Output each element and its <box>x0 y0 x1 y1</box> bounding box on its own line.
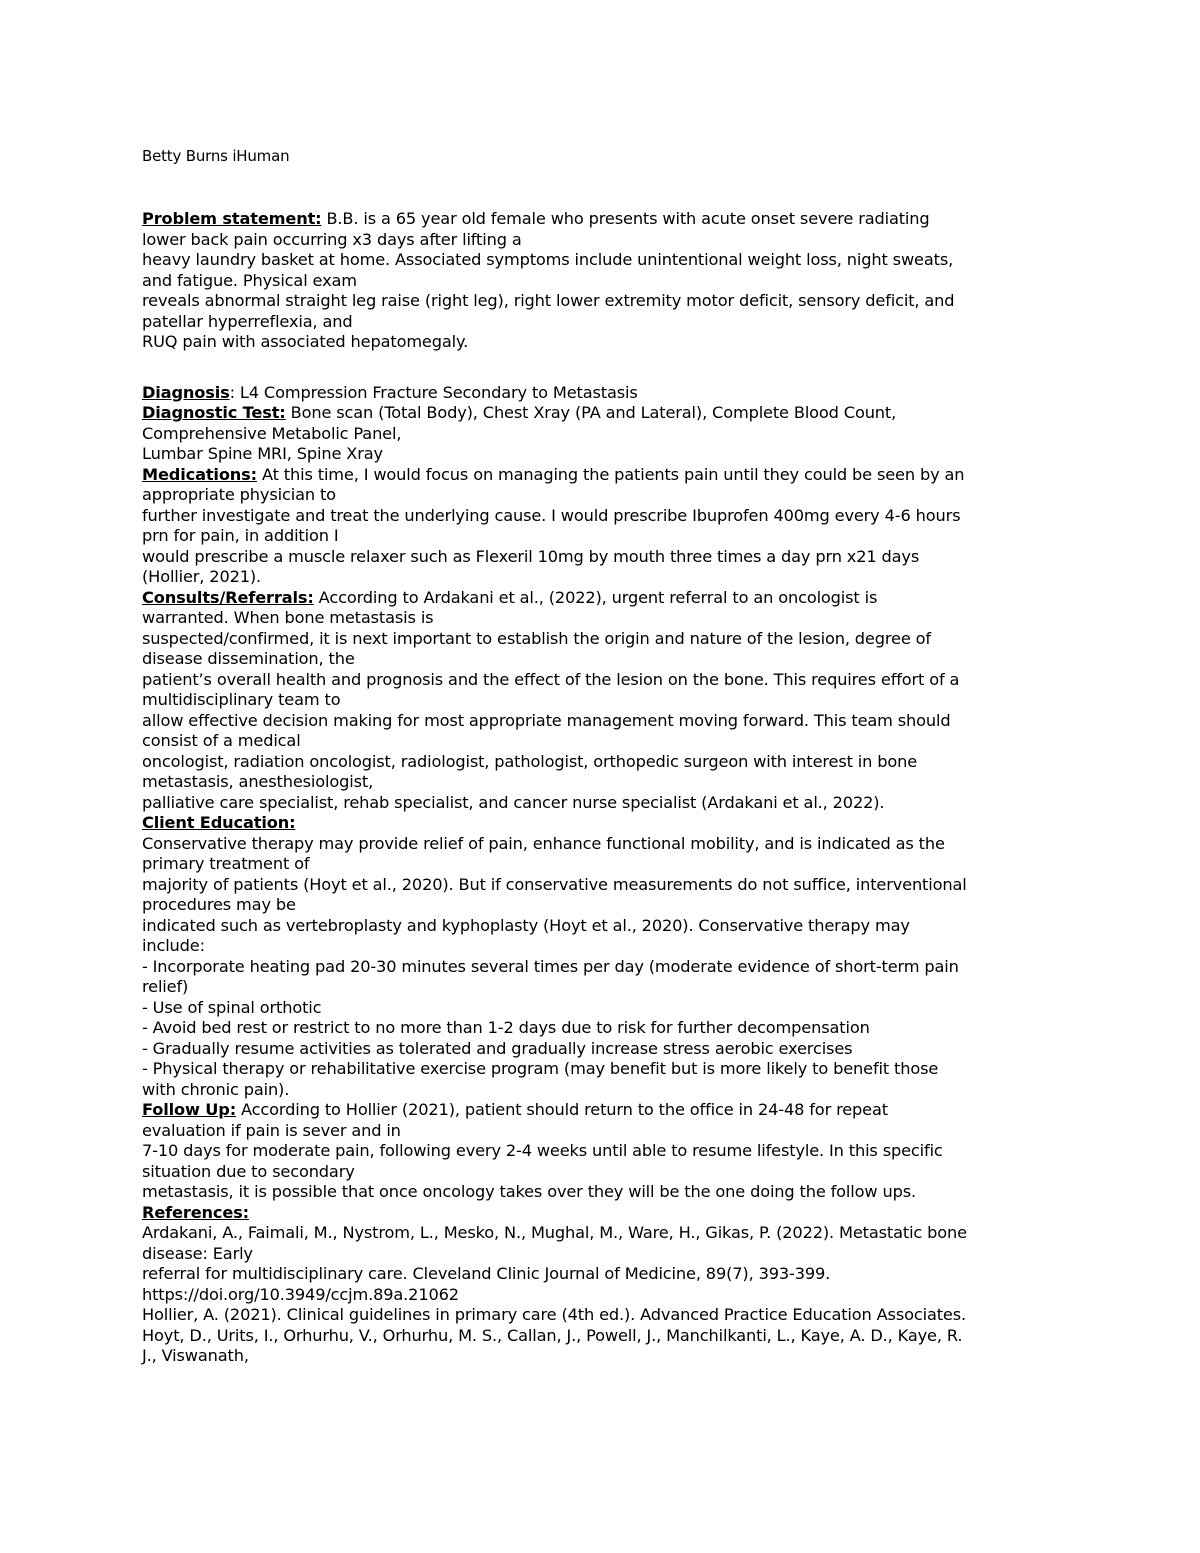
references-heading: References: <box>142 1202 249 1222</box>
follow-up-line: evaluation if pain is sever and in <box>142 1120 401 1140</box>
references-line <box>142 1203 1072 1224</box>
consults-line: allow effective decision making for most appropriate management moving forward. This team should <box>142 710 951 730</box>
follow-up-line <box>142 1100 1072 1121</box>
consults-heading: Consults/Referrals: <box>142 587 314 607</box>
reference-line: Hollier, A. (2021). Clinical guidelines in primary care (4th ed.). Advanced Practice Education Associates. <box>142 1305 967 1324</box>
consults-line: palliative care specialist, rehab specialist, and cancer nurse specialist (Ardakani et al., 2022). <box>142 792 885 812</box>
client-education-line: Conservative therapy may provide relief of pain, enhance functional mobility, and is indicated as the <box>142 833 945 853</box>
problem-line: lower back pain occurring x3 days after lifting a <box>142 229 522 249</box>
consults-text: According to Ardakani et al., (2022), urgent referral to an oncologist is <box>313 587 878 607</box>
diagnosis-heading: Diagnosis <box>142 382 230 402</box>
follow-up-heading: Follow Up: <box>142 1100 237 1119</box>
problem-line: heavy laundry basket at home. Associated symptoms include unintentional weight loss, night sweats, <box>142 250 954 269</box>
client-education-line: indicated such as vertebroplasty and kyphoplasty (Hoyt et al., 2020). Conservative therapy may <box>142 915 910 935</box>
diagnostic-test-line: Lumbar Spine MRI, Spine Xray <box>142 444 383 463</box>
client-education-line: - Incorporate heating pad 20-30 minutes several times per day (moderate evidence of short-term pain <box>142 956 959 976</box>
medications-line: further investigate and treat the underlying cause. I would prescribe Ibuprofen 400mg every 4-6 hours <box>142 505 961 525</box>
medications-heading: Medications: <box>142 464 257 484</box>
client-education-line: - Gradually resume activities as tolerated and gradually increase stress aerobic exercises <box>142 1038 853 1058</box>
consults-line: oncologist, radiation oncologist, radiologist, pathologist, orthopedic surgeon with interest in bone <box>142 751 918 771</box>
medications-line <box>142 465 1072 486</box>
diagnostic-test-line <box>142 403 1072 424</box>
diagnostic-test-line: Comprehensive Metabolic Panel, <box>142 423 402 443</box>
reference-doi-link[interactable]: https://doi.org/10.3949/ccjm.89a.21062 <box>142 1284 459 1304</box>
follow-up-line: 7-10 days for moderate pain, following every 2-4 weeks until able to resume lifestyle. In this specific <box>142 1141 943 1160</box>
client-education-line: - Physical therapy or rehabilitative exercise program (may benefit but is more likely to benefit those <box>142 1059 939 1078</box>
consults-line <box>142 588 1072 609</box>
reference-line: disease: Early <box>142 1243 253 1263</box>
document-body <box>142 209 1072 1367</box>
client-education-line: include: <box>142 936 205 955</box>
diagnostic-test-text: Bone scan (Total Body), Chest Xray (PA and Lateral), Complete Blood Count, <box>285 403 897 422</box>
problem-heading: Problem statement: <box>142 209 322 228</box>
medications-text: At this time, I would focus on managing the patients pain until they could be seen by an <box>256 464 965 484</box>
client-education-line: relief) <box>142 977 189 996</box>
client-education-line: - Use of spinal orthotic <box>142 997 322 1017</box>
client-education-line: procedures may be <box>142 895 296 914</box>
problem-line: RUQ pain with associated hepatomegaly. <box>142 332 469 351</box>
problem-line: patellar hyperreflexia, and <box>142 311 353 331</box>
consults-line: metastasis, anesthesiologist, <box>142 772 374 791</box>
reference-line: Hoyt, D., Urits, I., Orhurhu, V., Orhurhu, M. S., Callan, J., Powell, J., Manchilkanti, L., Kaye, A. D., Kaye, R. <box>142 1325 963 1345</box>
problem-line <box>142 209 1072 230</box>
consults-line: suspected/confirmed, it is next important to establish the origin and nature of the lesion, degree of <box>142 628 931 648</box>
diagnosis-text: : L4 Compression Fracture Secondary to Metastasis <box>229 382 638 402</box>
medications-line: appropriate physician to <box>142 485 336 504</box>
problem-text: B.B. is a 65 year old female who presents with acute onset severe radiating <box>321 209 930 228</box>
consults-line: consist of a medical <box>142 731 301 750</box>
document-title: Betty Burns iHuman <box>142 147 290 165</box>
consults-line: multidisciplinary team to <box>142 690 341 709</box>
medications-line: would prescribe a muscle relaxer such as Flexeril 10mg by mouth three times a day prn x21 days <box>142 546 920 566</box>
problem-line: and fatigue. Physical exam <box>142 270 357 290</box>
follow-up-text: According to Hollier (2021), patient should return to the office in 24-48 for repeat <box>236 1100 888 1119</box>
diagnosis-line <box>142 383 1072 404</box>
client-education-line: majority of patients (Hoyt et al., 2020). But if conservative measurements do not suffice, interventional <box>142 874 967 894</box>
client-education-heading: Client Education: <box>142 813 296 832</box>
follow-up-line: situation due to secondary <box>142 1161 355 1181</box>
diagnostic-test-heading: Diagnostic Test: <box>142 403 286 422</box>
consults-line: disease dissemination, the <box>142 649 355 668</box>
follow-up-line: metastasis, it is possible that once oncology takes over they will be the one doing the follow ups. <box>142 1182 916 1201</box>
section-gap <box>142 353 1072 383</box>
problem-line: reveals abnormal straight leg raise (right leg), right lower extremity motor deficit, sensory deficit, and <box>142 291 955 310</box>
reference-line: Ardakani, A., Faimali, M., Nystrom, L., Mesko, N., Mughal, M., Ware, H., Gikas, P. (2022). Metastatic bone <box>142 1223 967 1242</box>
client-education-line <box>142 813 1072 834</box>
client-education-line: - Avoid bed rest or restrict to no more than 1-2 days due to risk for further decompensation <box>142 1018 870 1037</box>
consults-line: patient’s overall health and prognosis and the effect of the lesion on the bone. This requires effort of a <box>142 669 960 689</box>
consults-line: warranted. When bone metastasis is <box>142 608 434 627</box>
client-education-line: with chronic pain). <box>142 1079 290 1099</box>
medications-line: (Hollier, 2021). <box>142 567 262 586</box>
reference-line: referral for multidisciplinary care. Cleveland Clinic Journal of Medicine, 89(7), 393-399. <box>142 1264 831 1283</box>
client-education-line: primary treatment of <box>142 854 310 873</box>
medications-line: prn for pain, in addition I <box>142 526 339 545</box>
reference-line: J., Viswanath, <box>142 1346 249 1365</box>
